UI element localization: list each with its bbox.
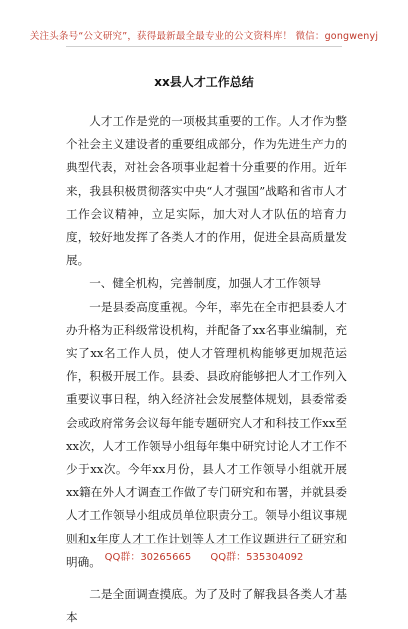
document-title: xx县人才工作总结 [154,75,254,89]
footer-divider [66,543,342,544]
section-heading: 一、健全机构，完善制度，加强人才工作领导 [89,276,322,291]
paragraph-intro: 人才工作是党的一项极其重要的工作。人才作为整个社会主义建设者的重要组成部分，作为先进生产力的典型代表，对社会各项事业起着十分重要的作用。近年来，我县积极贯彻落实中央“人才强国”战略和省市人才工作会议精神，立足实际，加大对人才队伍的培育力度，较好地发挥了各类人才的作用，促进全县高质量发展。 [66,114,347,268]
header-banner: 关注头条号“公文研究”，获得最新最全最专业的公文资料库！ 微信：gongwenyj [29,31,379,42]
footer-contacts [0,548,408,563]
header-divider [66,46,342,47]
qq-group-2: QQ群：535304092 [210,552,304,563]
paragraph-survey: 二是全面调查摸底。为了及时了解我县各类人才基本 [66,587,347,625]
paragraph-leadership: 一是县委高度重视。今年，率先在全市把县委人才办升格为正科级常设机构，并配备了xx名事业编制，充实了xx名工作人员，使人才管理机构能够更加规范运作，积极开展工作。县委、县政府能够把人才工作列入重要议事日程，纳入经济社会发展整体规划，县委常委会或政府常务会议每年能专题研究人才和科技工作xx至xx次，人才工作领导小组每年集中研究讨论人才工作不少于xx次。今年xx月份，县人才工作领导小组就开展xx籍在外人才调查工作做了专门研究和布署，并就县委人才工作领导小组成员单位职责分工。领导小组议事规则和x年度人才工作计划等人才工作议题进行了研究和明确。 [66,299,347,569]
qq-group-1: QQ群：30265665 [104,552,192,563]
